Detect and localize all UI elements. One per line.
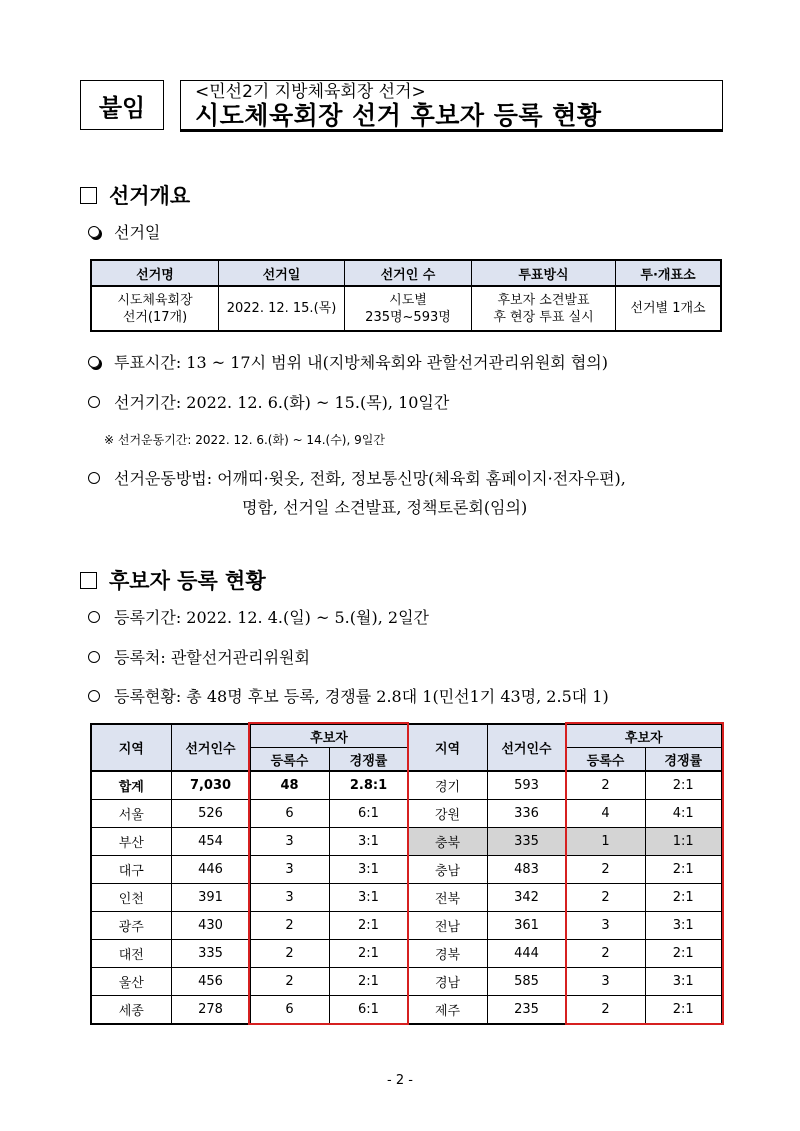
- cell-count: 2: [250, 968, 329, 996]
- election-overview-table: [90, 259, 722, 332]
- cell-voters: 278: [171, 996, 250, 1025]
- cell-voters: 454: [171, 828, 250, 856]
- cell-count: 3: [566, 968, 645, 996]
- col-header-count: 등록수: [566, 748, 645, 772]
- col-header-candidates: 후보자: [250, 724, 408, 748]
- cell-voters: 444: [487, 940, 566, 968]
- cell-count: 2: [566, 856, 645, 884]
- cell-voting-method: 후보자 소견발표 후 현장 투표 실시: [472, 286, 616, 331]
- cell-voters: 335: [487, 828, 566, 856]
- cell-region: 부산: [91, 828, 171, 856]
- cell-count: 2: [566, 771, 645, 800]
- cell-ratio: 2:1: [329, 912, 408, 940]
- cell-ratio: 3:1: [645, 912, 722, 940]
- cell-region: 제주: [408, 996, 487, 1025]
- cell-count: 3: [250, 884, 329, 912]
- table-row: [91, 968, 722, 996]
- cell-ratio: 3:1: [645, 968, 722, 996]
- table-row: [91, 800, 722, 828]
- cell-count: 2: [566, 940, 645, 968]
- table-row: [91, 912, 722, 940]
- cell-count: 3: [566, 912, 645, 940]
- campaign-period-note: ※ 선거운동기간: 2022. 12. 6.(화) ~ 14.(수), 9일간: [104, 433, 385, 447]
- cell-ratio: 3:1: [329, 828, 408, 856]
- cell-voters: 235: [487, 996, 566, 1025]
- election-day-item: 선거일: [88, 220, 160, 243]
- cell-count: 2: [566, 996, 645, 1025]
- table-header-row: [91, 724, 722, 748]
- circle-bullet-icon: [88, 356, 100, 368]
- cell-ratio: 2:1: [645, 940, 722, 968]
- cell-ratio: 2:1: [329, 968, 408, 996]
- cell-ratio: 3:1: [329, 856, 408, 884]
- cell-region: 전북: [408, 884, 487, 912]
- square-bullet-icon: [80, 572, 97, 589]
- candidate-registration-table: [90, 723, 723, 1025]
- table-header-row: [91, 260, 721, 286]
- col-header-count: 등록수: [250, 748, 329, 772]
- col-header-voters: 선거인수: [487, 724, 566, 771]
- cell-ratio: 2:1: [645, 856, 722, 884]
- registration-status-item: 등록현황: 총 48명 후보 등록, 경쟁률 2.8대 1(민선1기 43명, 2.5대 1): [88, 684, 609, 707]
- cell-ratio: 2:1: [645, 996, 722, 1025]
- registration-place-item: 등록처: 관할선거관리위원회: [88, 645, 310, 668]
- cell-voters: 585: [487, 968, 566, 996]
- cell-voters: 7,030: [171, 771, 250, 800]
- attachment-tag: [80, 80, 164, 130]
- cell-station: 선거별 1개소: [616, 286, 722, 331]
- section-registration-heading: 후보자 등록 현황: [80, 565, 266, 595]
- voting-time-item: 투표시간: 13 ~ 17시 범위 내(지방체육회와 관할선거관리위원회 협의): [88, 350, 608, 373]
- cell-voters: 391: [171, 884, 250, 912]
- table-row: [91, 940, 722, 968]
- circle-bullet-icon: [88, 396, 100, 408]
- cell-ratio: 2.8:1: [329, 771, 408, 800]
- col-header-region: 지역: [91, 724, 171, 771]
- cell-count: 1: [566, 828, 645, 856]
- cell-ratio: 6:1: [329, 996, 408, 1025]
- col-header-date: 선거일: [219, 260, 345, 286]
- cell-count: 2: [250, 912, 329, 940]
- cell-count: 6: [250, 996, 329, 1025]
- circle-bullet-icon: [88, 611, 100, 623]
- cell-region: 인천: [91, 884, 171, 912]
- cell-ratio: 2:1: [329, 940, 408, 968]
- cell-count: 2: [250, 940, 329, 968]
- cell-region: 전남: [408, 912, 487, 940]
- cell-region: 경기: [408, 771, 487, 800]
- cell-region: 대구: [91, 856, 171, 884]
- circle-bullet-icon: [88, 651, 100, 663]
- cell-voters: 593: [487, 771, 566, 800]
- cell-count: 48: [250, 771, 329, 800]
- table-row: [91, 996, 722, 1025]
- cell-voters: 526: [171, 800, 250, 828]
- cell-region: 강원: [408, 800, 487, 828]
- cell-voter-count: 시도별 235명~593명: [345, 286, 472, 331]
- cell-ratio: 3:1: [329, 884, 408, 912]
- cell-count: 3: [250, 856, 329, 884]
- cell-voters: 430: [171, 912, 250, 940]
- cell-region: 경남: [408, 968, 487, 996]
- section-overview-heading: 선거개요: [80, 180, 190, 210]
- cell-voters: 336: [487, 800, 566, 828]
- table-row: [91, 856, 722, 884]
- col-header-voters: 선거인 수: [345, 260, 472, 286]
- table-body: [91, 771, 722, 1024]
- table-row-total: [91, 771, 722, 800]
- circle-bullet-icon: [88, 226, 100, 238]
- cell-election-name: 시도체육회장 선거(17개): [91, 286, 219, 331]
- cell-region: 서울: [91, 800, 171, 828]
- cell-election-date: 2022. 12. 15.(목): [219, 286, 345, 331]
- cell-voters: 342: [487, 884, 566, 912]
- campaign-method-item: 선거운동방법: 어깨띠·윗옷, 전화, 정보통신망(체육회 홈페이지·전자우편),: [88, 466, 626, 489]
- col-header-ratio: 경쟁률: [329, 748, 408, 772]
- cell-voters: 456: [171, 968, 250, 996]
- table-row: [91, 828, 722, 856]
- col-header-method: 투표방식: [472, 260, 616, 286]
- cell-ratio: 6:1: [329, 800, 408, 828]
- cell-count: 6: [250, 800, 329, 828]
- circle-bullet-icon: [88, 472, 100, 484]
- cell-region: 대전: [91, 940, 171, 968]
- cell-ratio: 2:1: [645, 884, 722, 912]
- cell-ratio: 1:1: [645, 828, 722, 856]
- cell-count: 2: [566, 884, 645, 912]
- table-row: [91, 286, 721, 331]
- title-box: [180, 80, 723, 132]
- cell-region: 경북: [408, 940, 487, 968]
- col-header-candidates: 후보자: [566, 724, 722, 748]
- cell-count: 4: [566, 800, 645, 828]
- document-title: 시도체육회장 선거 후보자 등록 현황: [195, 101, 602, 130]
- table-row: [91, 884, 722, 912]
- circle-bullet-icon: [88, 690, 100, 702]
- cell-voters: 361: [487, 912, 566, 940]
- cell-ratio: 2:1: [645, 771, 722, 800]
- col-header-station: 투·개표소: [616, 260, 722, 286]
- cell-region: 울산: [91, 968, 171, 996]
- col-header-name: 선거명: [91, 260, 219, 286]
- col-header-voters: 선거인수: [171, 724, 250, 771]
- cell-ratio: 4:1: [645, 800, 722, 828]
- cell-region: 세종: [91, 996, 171, 1025]
- cell-region: 광주: [91, 912, 171, 940]
- campaign-method-continued: 명함, 선거일 소견발표, 정책토론회(임의): [242, 498, 528, 517]
- cell-voters: 446: [171, 856, 250, 884]
- cell-count: 3: [250, 828, 329, 856]
- cell-region: 충북: [408, 828, 487, 856]
- cell-region: 충남: [408, 856, 487, 884]
- document-subtitle: <민선2기 지방체육회장 선거>: [195, 82, 426, 102]
- square-bullet-icon: [80, 187, 97, 204]
- col-header-region: 지역: [408, 724, 487, 771]
- cell-voters: 483: [487, 856, 566, 884]
- registration-period-item: 등록기간: 2022. 12. 4.(일) ~ 5.(월), 2일간: [88, 605, 429, 628]
- attachment-tag-label: 붙임: [98, 93, 146, 122]
- col-header-ratio: 경쟁률: [645, 748, 722, 772]
- cell-region: 합계: [91, 771, 171, 800]
- cell-voters: 335: [171, 940, 250, 968]
- page-number: - 2 -: [387, 1073, 413, 1088]
- election-period-item: 선거기간: 2022. 12. 6.(화) ~ 15.(목), 10일간: [88, 390, 449, 413]
